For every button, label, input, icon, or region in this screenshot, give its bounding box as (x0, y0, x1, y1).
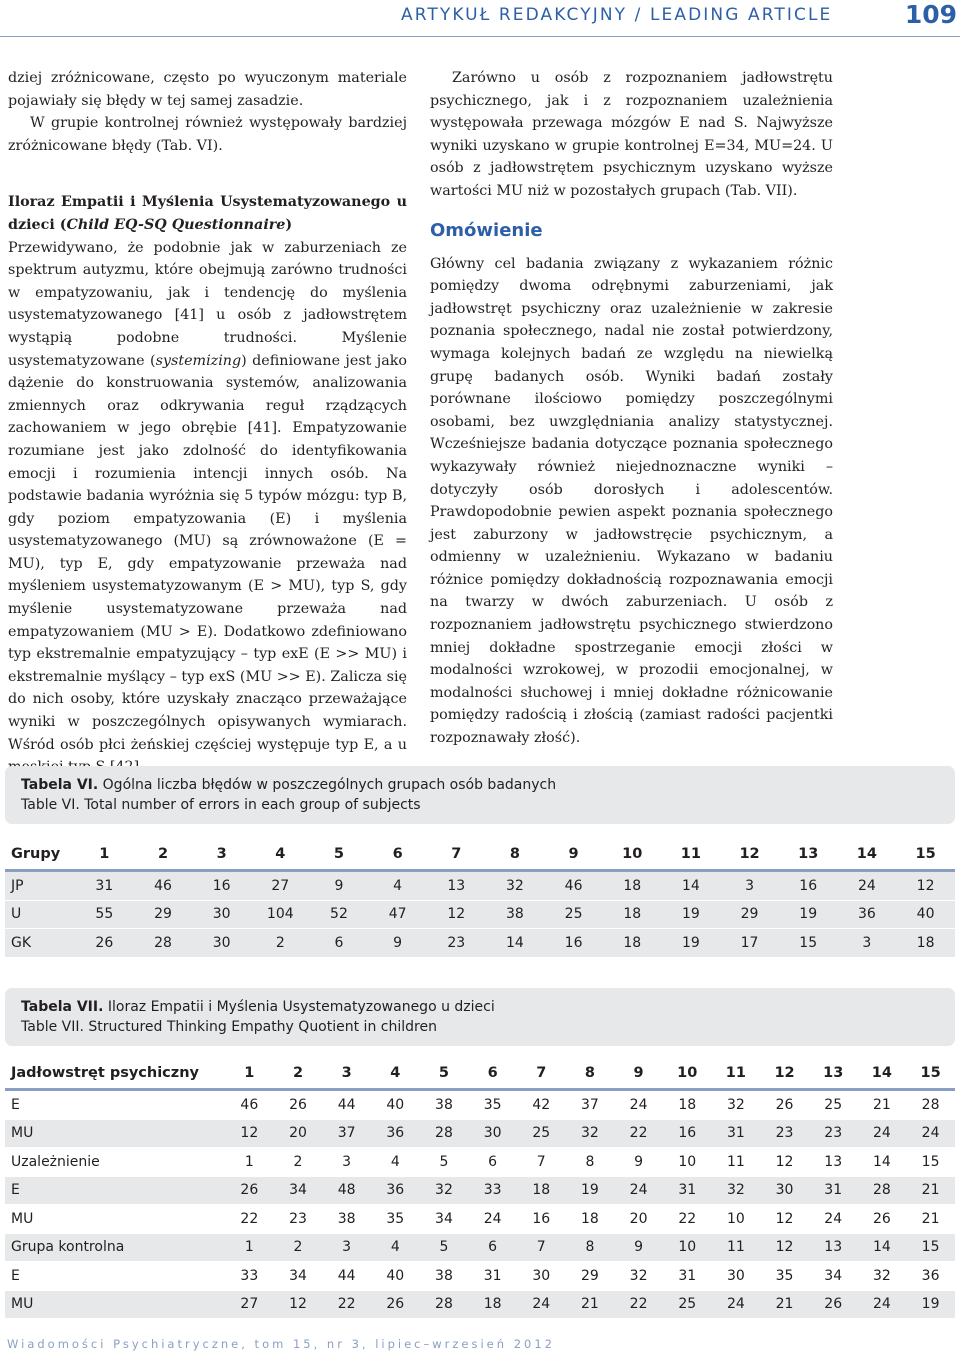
row-label: E (5, 1176, 225, 1205)
table7-header-col: 7 (517, 1057, 566, 1090)
table-cell: 20 (614, 1205, 663, 1234)
table-cell: 20 (274, 1119, 323, 1148)
table-cell: 24 (712, 1290, 761, 1319)
table-cell: 14 (662, 871, 721, 901)
table-cell: 27 (251, 871, 310, 901)
table-cell: 9 (310, 871, 369, 901)
table-cell: 24 (614, 1176, 663, 1205)
table-cell: 33 (225, 1262, 274, 1291)
table-cell: 22 (322, 1290, 371, 1319)
table-cell: 34 (274, 1262, 323, 1291)
table7-caption (5, 988, 955, 1046)
table-cell: 25 (663, 1290, 712, 1319)
table-cell: 22 (663, 1205, 712, 1234)
left-paragraph-1: dziej zróżnicowane, często po wyuczonym materiale pojawiały się błędy w tej samej zasadzie. (8, 70, 407, 109)
table-row (5, 1148, 955, 1177)
table-cell: 4 (371, 1148, 420, 1177)
table-cell: 38 (420, 1262, 469, 1291)
table-cell: 22 (614, 1290, 663, 1319)
table-cell: 55 (75, 900, 134, 929)
table-cell: 10 (712, 1205, 761, 1234)
table-row (5, 1205, 955, 1234)
table7-header-col: 15 (906, 1057, 955, 1090)
table-cell: 16 (517, 1205, 566, 1234)
table-cell: 1 (225, 1148, 274, 1177)
table-cell: 40 (371, 1262, 420, 1291)
table-cell: 32 (712, 1176, 761, 1205)
table-cell: 34 (274, 1176, 323, 1205)
table-cell: 31 (712, 1119, 761, 1148)
table-cell: 1 (225, 1233, 274, 1262)
table-cell: 37 (322, 1119, 371, 1148)
table-cell: 28 (420, 1119, 469, 1148)
table-cell: 29 (134, 900, 193, 929)
table-cell: 47 (368, 900, 427, 929)
table-cell: 26 (858, 1205, 907, 1234)
table-cell: 31 (663, 1262, 712, 1291)
table-cell: 12 (274, 1290, 323, 1319)
table-cell: 22 (225, 1205, 274, 1234)
table-cell: 44 (322, 1090, 371, 1120)
row-label: Uzależnienie (5, 1148, 225, 1177)
table6-caption-pl: Ogólna liczba błędów w poszczególnych grupach osób badanych (102, 777, 557, 793)
table-cell: 25 (517, 1119, 566, 1148)
table-cell: 32 (566, 1119, 615, 1148)
table-cell: 34 (420, 1205, 469, 1234)
table-cell: 10 (663, 1148, 712, 1177)
table-cell: 30 (760, 1176, 809, 1205)
table-cell: 34 (809, 1262, 858, 1291)
table-cell: 25 (544, 900, 603, 929)
table6-header-col: 4 (251, 838, 310, 871)
table-cell: 21 (858, 1090, 907, 1120)
table7 (5, 1057, 955, 1319)
table7-header-col: 1 (225, 1057, 274, 1090)
table-cell: 9 (614, 1233, 663, 1262)
table6-header-label: Grupy (5, 838, 75, 871)
table-cell: 13 (809, 1233, 858, 1262)
table-cell: 38 (420, 1090, 469, 1120)
right-paragraph-2: Główny cel badania związany z wykazaniem różnic pomiędzy dwoma odrębnymi zaburzeniami, jak jadłowstręt psychiczny oraz uzależnienie w zakresie poznania społecznego, nadal nie został potwierdzony, wymaga kolejnych badań ze względu na niewielką grupę badanych osób. Wyniki badań zostały porównane ilościowo pomiędzy poszczególnymi osobami, bez uwzględniania analizy statystycznej. Wcześniejsze badania dotyczące poznania społecznego wykazywały również niejednoznaczne wyniki – dotyczyły osób dorosłych i adolescentów. Prawdopodobnie pewien aspekt poznania społecznego jest zaburzony w jadłowstręcie psychicznym, a odmienny w uzależnieniu. Wykazano w badaniu różnice pomiędzy dokładnością rozpoznawania emocji na twarzy w dwóch zaburzeniach. U osób z rozpoznaniem jadłowstrętu psychicznego stwierdzono mniej dokładne spostrzeganie emocji złości w modalności wzrokowej, w prozodii emocjonalnej, w modalności słuchowej i mniej dokładne różnicowanie pomiędzy radością i złością (zamiast radości pacjentki rozpoznawały złość). (430, 255, 833, 747)
table-cell: 22 (614, 1119, 663, 1148)
table7-header-col: 14 (858, 1057, 907, 1090)
table-cell: 12 (427, 900, 486, 929)
table-cell: 12 (225, 1119, 274, 1148)
table-cell: 7 (517, 1148, 566, 1177)
table-cell: 12 (760, 1148, 809, 1177)
table-cell: 2 (251, 929, 310, 958)
table-cell: 5 (420, 1148, 469, 1177)
table-cell: 25 (809, 1090, 858, 1120)
table-cell: 19 (566, 1176, 615, 1205)
table7-caption-pl: Iloraz Empatii i Myślenia Usystematyzowanego u dzieci (107, 999, 495, 1015)
table-cell: 11 (712, 1148, 761, 1177)
page-number: 109 (904, 0, 957, 29)
table-cell: 24 (468, 1205, 517, 1234)
table-row (5, 1262, 955, 1291)
table-cell: 23 (760, 1119, 809, 1148)
table-cell: 30 (192, 900, 251, 929)
table-cell: 6 (468, 1233, 517, 1262)
header-rule (0, 36, 960, 37)
table-cell: 9 (614, 1148, 663, 1177)
table-row (5, 1119, 955, 1148)
table-cell: 19 (779, 900, 838, 929)
table7-header-col: 8 (566, 1057, 615, 1090)
table6-caption (5, 766, 955, 824)
table-cell: 26 (75, 929, 134, 958)
table-cell: 24 (838, 871, 897, 901)
left-body: Przewidywano, że podobnie jak w zaburzeniach ze spektrum autyzmu, które obejmują zarówno trudności w empatyzowaniu, jak i tendencję do myślenia usystematyzowanego [41] u osób z jadłowstrętem wystąpią podobne trudności. Myślenie usystematyzowane (systemizing) definiowane jest jako dążenie do konstruowania systemów, analizowania zmiennych oraz odkrywania reguł rządzących zachowaniem w jego obrębie [41]. Empatyzowanie rozumiane jest jako zdolność do identyfikowania emocji i rozumienia intencji innych osób. Na podstawie badania wyróżnia się 5 typów mózgu: typ B, gdy poziom empatyzowania (E) i myślenia usystematyzowanego (MU) są zrównoważone (E = MU), typ E, gdy empatyzowanie przeważa nad myśleniem usystematyzowanym (E > MU), typ S, gdy myślenie usystematyzowane przeważa nad empatyzowaniem (MU > E). Dodatkowo zdefiniowano typ ekstremalnie empatyzujący – typ exE (E >> MU) i ekstremalnie myślący – typ exS (MU >> E). Zalicza się do nich osoby, które uzyskały znacząco przeważające wyniki w poszczególnych opisywanych wymiarach. Wśród osób płci żeńskiej częściej występuje typ E, a u (8, 239, 407, 753)
table-cell: 12 (760, 1233, 809, 1262)
table-cell: 2 (274, 1233, 323, 1262)
table-cell: 18 (603, 871, 662, 901)
table-cell: 31 (468, 1262, 517, 1291)
table-cell: 6 (310, 929, 369, 958)
table-cell: 21 (566, 1290, 615, 1319)
table-cell: 24 (809, 1205, 858, 1234)
table-cell: 28 (134, 929, 193, 958)
table-cell: 24 (517, 1290, 566, 1319)
table-cell: 24 (858, 1119, 907, 1148)
table6-header-col: 2 (134, 838, 193, 871)
table-cell: 31 (75, 871, 134, 901)
table7-header (5, 1057, 955, 1090)
table-cell: 14 (858, 1233, 907, 1262)
table6-header-col: 7 (427, 838, 486, 871)
table-cell: 18 (468, 1290, 517, 1319)
table-cell: 14 (486, 929, 545, 958)
table-cell: 26 (809, 1290, 858, 1319)
body-italic-term: systemizing (155, 352, 242, 369)
table-cell: 35 (371, 1205, 420, 1234)
table6-header-col: 9 (544, 838, 603, 871)
table-row (5, 1233, 955, 1262)
table-cell: 28 (420, 1290, 469, 1319)
table-cell: 52 (310, 900, 369, 929)
table7-header-label: Jadłowstręt psychiczny (5, 1057, 225, 1090)
table-cell: 13 (427, 871, 486, 901)
table-cell: 24 (614, 1090, 663, 1120)
table7-header-col: 9 (614, 1057, 663, 1090)
table-cell: 36 (906, 1262, 955, 1291)
table7-header-col: 10 (663, 1057, 712, 1090)
row-label: U (5, 900, 75, 929)
section-title: Iloraz Empatii i Myślenia Usystematyzowanego u dzieci (Child EQ-SQ Questionnaire) (8, 194, 407, 233)
table7-header-col: 6 (468, 1057, 517, 1090)
table-cell: 8 (566, 1233, 615, 1262)
table7-caption-en: Table VII. Structured Thinking Empathy Quotient in children (21, 1019, 437, 1035)
row-label: GK (5, 929, 75, 958)
table-cell: 18 (896, 929, 955, 958)
table-cell: 18 (603, 929, 662, 958)
table7-caption-label: Tabela VII. (21, 999, 104, 1015)
row-label: Grupa kontrolna (5, 1233, 225, 1262)
table-cell: 6 (468, 1148, 517, 1177)
table-cell: 12 (896, 871, 955, 901)
table-cell: 40 (371, 1090, 420, 1120)
table6-header-col: 12 (720, 838, 779, 871)
table-cell: 16 (544, 929, 603, 958)
table6-header-col: 15 (896, 838, 955, 871)
table6-header-col: 3 (192, 838, 251, 871)
table-cell: 3 (322, 1233, 371, 1262)
table-cell: 3 (838, 929, 897, 958)
table-cell: 31 (809, 1176, 858, 1205)
table6-header-col: 14 (838, 838, 897, 871)
table7-header-col: 4 (371, 1057, 420, 1090)
section-heading-omowienie: Omówienie (430, 219, 543, 241)
table-cell: 48 (322, 1176, 371, 1205)
table6-header-col: 6 (368, 838, 427, 871)
table-cell: 2 (274, 1148, 323, 1177)
table-cell: 36 (371, 1176, 420, 1205)
table-cell: 15 (779, 929, 838, 958)
table-cell: 104 (251, 900, 310, 929)
table7-header-col: 5 (420, 1057, 469, 1090)
table-row (5, 1090, 955, 1120)
table-cell: 32 (420, 1176, 469, 1205)
table-cell: 19 (906, 1290, 955, 1319)
table6-header (5, 838, 955, 871)
right-column (430, 67, 833, 750)
table7-header-col: 11 (712, 1057, 761, 1090)
table-cell: 23 (427, 929, 486, 958)
table-cell: 3 (720, 871, 779, 901)
table6-header-col: 13 (779, 838, 838, 871)
table-cell: 29 (720, 900, 779, 929)
table-cell: 38 (322, 1205, 371, 1234)
journal-footer: Wiadomości Psychiatryczne, tom 15, nr 3, lipiec–wrzesień 2012 (7, 1337, 555, 1351)
table-cell: 26 (274, 1090, 323, 1120)
table-cell: 32 (486, 871, 545, 901)
table-cell: 28 (858, 1176, 907, 1205)
table-cell: 30 (517, 1262, 566, 1291)
table7-header-col: 3 (322, 1057, 371, 1090)
table6-header-col: 1 (75, 838, 134, 871)
table-cell: 37 (566, 1090, 615, 1120)
table-cell: 27 (225, 1290, 274, 1319)
table-cell: 33 (468, 1176, 517, 1205)
table-cell: 42 (517, 1090, 566, 1120)
table-cell: 21 (906, 1176, 955, 1205)
table-cell: 16 (192, 871, 251, 901)
table-cell: 15 (906, 1148, 955, 1177)
section-title-italic: Child EQ-SQ Questionnaire (66, 216, 286, 233)
table-cell: 30 (192, 929, 251, 958)
table-cell: 11 (712, 1233, 761, 1262)
row-label: E (5, 1262, 225, 1291)
table-cell: 18 (566, 1205, 615, 1234)
table-cell: 16 (663, 1119, 712, 1148)
table-cell: 46 (225, 1090, 274, 1120)
table-cell: 32 (858, 1262, 907, 1291)
table-cell: 32 (614, 1262, 663, 1291)
table-cell: 30 (468, 1119, 517, 1148)
table6-header-col: 5 (310, 838, 369, 871)
row-label: MU (5, 1205, 225, 1234)
row-label: JP (5, 871, 75, 901)
table7-header-col: 2 (274, 1057, 323, 1090)
table-cell: 36 (838, 900, 897, 929)
table6-caption-en: Table VI. Total number of errors in each group of subjects (21, 797, 421, 813)
table-cell: 32 (712, 1090, 761, 1120)
table-cell: 21 (906, 1205, 955, 1234)
table-cell: 38 (486, 900, 545, 929)
table7-header-col: 13 (809, 1057, 858, 1090)
table-cell: 4 (368, 871, 427, 901)
left-column (8, 67, 407, 779)
table-cell: 30 (712, 1262, 761, 1291)
table-cell: 23 (809, 1119, 858, 1148)
table-cell: 17 (720, 929, 779, 958)
table-cell: 29 (566, 1262, 615, 1291)
table6-caption-label: Tabela VI. (21, 777, 99, 793)
table-cell: 36 (371, 1119, 420, 1148)
table-cell: 46 (134, 871, 193, 901)
table-cell: 7 (517, 1233, 566, 1262)
table-cell: 19 (662, 929, 721, 958)
table6-header-col: 10 (603, 838, 662, 871)
table-cell: 15 (906, 1233, 955, 1262)
table-row (5, 900, 955, 929)
table-cell: 18 (663, 1090, 712, 1120)
table6-header-col: 11 (662, 838, 721, 871)
table-cell: 3 (322, 1148, 371, 1177)
table-cell: 14 (858, 1148, 907, 1177)
table-cell: 4 (371, 1233, 420, 1262)
table-cell: 26 (225, 1176, 274, 1205)
table-cell: 18 (517, 1176, 566, 1205)
row-label: E (5, 1090, 225, 1120)
table6 (5, 838, 955, 958)
table-cell: 10 (663, 1233, 712, 1262)
table-cell: 5 (420, 1233, 469, 1262)
table-cell: 16 (779, 871, 838, 901)
table-cell: 18 (603, 900, 662, 929)
table-cell: 26 (760, 1090, 809, 1120)
table-row (5, 1290, 955, 1319)
table-cell: 35 (468, 1090, 517, 1120)
table-row (5, 871, 955, 901)
table-cell: 26 (371, 1290, 420, 1319)
table-cell: 46 (544, 871, 603, 901)
table-cell: 28 (906, 1090, 955, 1120)
table-cell: 24 (906, 1119, 955, 1148)
table-cell: 35 (760, 1262, 809, 1291)
table-cell: 9 (368, 929, 427, 958)
row-label: MU (5, 1119, 225, 1148)
table-cell: 24 (858, 1290, 907, 1319)
table-cell: 8 (566, 1148, 615, 1177)
table-cell: 12 (760, 1205, 809, 1234)
row-label: MU (5, 1290, 225, 1319)
left-paragraph-2: W grupie kontrolnej również występowały bardziej zróżnicowane błędy (Tab. VI). (8, 115, 407, 154)
table6-header-col: 8 (486, 838, 545, 871)
table-row (5, 929, 955, 958)
table-cell: 40 (896, 900, 955, 929)
table-cell: 21 (760, 1290, 809, 1319)
table-cell: 13 (809, 1148, 858, 1177)
table-cell: 23 (274, 1205, 323, 1234)
running-header: ARTYKUŁ REDAKCYJNY / LEADING ARTICLE (401, 5, 833, 25)
table-cell: 31 (663, 1176, 712, 1205)
table7-header-col: 12 (760, 1057, 809, 1090)
table-cell: 44 (322, 1262, 371, 1291)
table-cell: 19 (662, 900, 721, 929)
table-row (5, 1176, 955, 1205)
right-paragraph-1: Zarówno u osób z rozpoznaniem jadłowstrętu psychicznego, jak i z rozpoznaniem uzależnienia występowała przewaga mózgów E nad S. Najwyższe wyniki uzyskano w grupie kontrolnej E=34, MU=24. U osób z jadłowstrętem psychicznym uzyskano wyższe wartości MU niż w pozostałych grupach (Tab. VII). (430, 70, 833, 199)
